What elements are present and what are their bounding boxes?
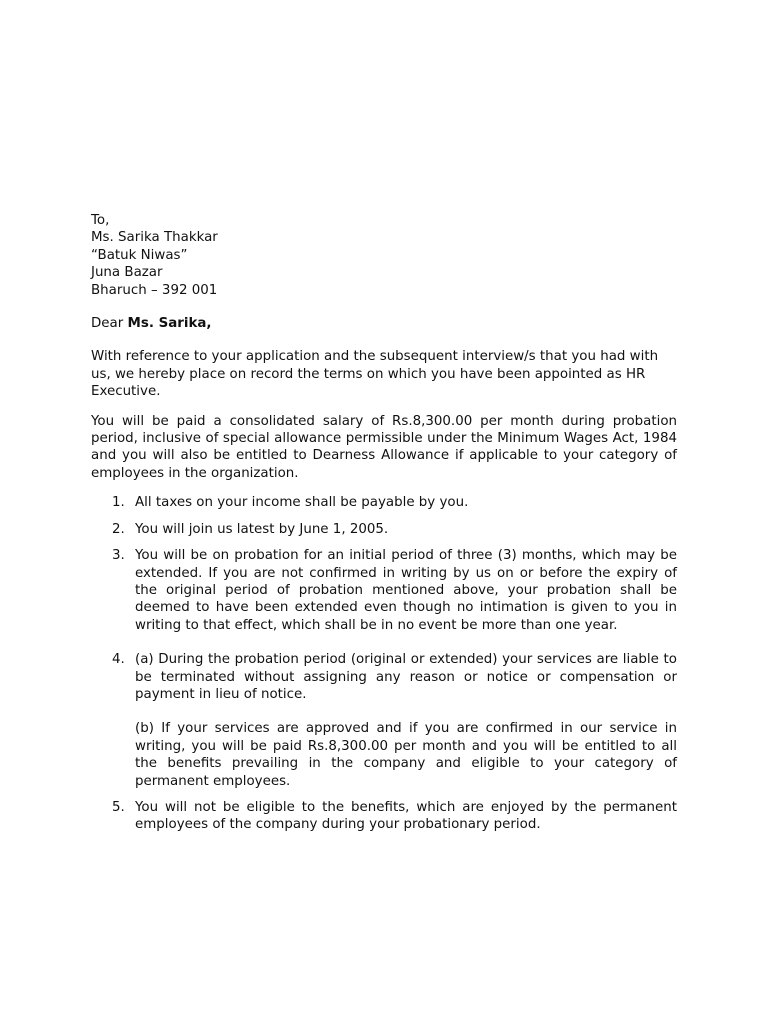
- term-item-2: [91, 521, 677, 538]
- term-item-3: [91, 547, 677, 634]
- term-text: You will not be eligible to the benefits, which are enjoyed by the permanent employees of the company during your probationary period.: [135, 799, 677, 833]
- recipient-name: Ms. Sarika Thakkar: [91, 230, 218, 246]
- term-text: You will join us latest by June 1, 2005.: [135, 521, 389, 537]
- term-item-4: [91, 651, 677, 790]
- term-number: 5.: [112, 799, 125, 815]
- term-text: You will be on probation for an initial period of three (3) months, which may be extended. If you are not confirmed in writing by us on or before the expiry of the original period of probation mentioned above, your probation shall be deemed to have been extended even though no intimation is given to you in writing to that effect, which shall be in no event be more than one year.: [135, 548, 677, 633]
- letter-body: [91, 212, 677, 834]
- term-number: 3.: [112, 548, 125, 564]
- salary-paragraph: You will be paid a consolidated salary of Rs.8,300.00 per month during probation period, inclusive of special allowance permissible under the Minimum Wages Act, 1984 and you will also be entitled to Dearness Allowance if applicable to your category of employees in the organization.: [91, 413, 677, 481]
- term-item-5: [91, 799, 677, 834]
- recipient-address: [91, 212, 677, 299]
- address-to: To,: [91, 213, 110, 228]
- recipient-city: Bharuch – 392 001: [91, 282, 218, 298]
- term-number: 4.: [112, 652, 125, 668]
- salutation: [91, 315, 677, 332]
- term-text: All taxes on your income shall be payable by you.: [135, 495, 469, 511]
- terms-list: [91, 494, 677, 834]
- term-number: 1.: [112, 495, 125, 511]
- intro-paragraph: With reference to your application and the subsequent interview/s that you had with us, we hereby place on record the terms on which you have been appointed as HR Executive.: [91, 349, 659, 400]
- recipient-house: “Batuk Niwas”: [91, 247, 188, 263]
- term-item-1: [91, 494, 677, 511]
- salutation-prefix: Dear: [91, 316, 128, 332]
- recipient-area: Juna Bazar: [91, 265, 163, 281]
- term-text-b: (b) If your services are approved and if you are confirmed in our service in writing, you will be paid Rs.8,300.00 per month and you will be entitled to all the benefits prevailing in the company and eligible to your category of permanent employees.: [135, 721, 677, 789]
- salutation-name: Ms. Sarika,: [127, 316, 212, 332]
- term-text-a: (a) During the probation period (original or extended) your services are liable to be terminated without assigning any reason or notice or compensation or payment in lieu of notice.: [135, 652, 677, 702]
- term-number: 2.: [112, 521, 125, 537]
